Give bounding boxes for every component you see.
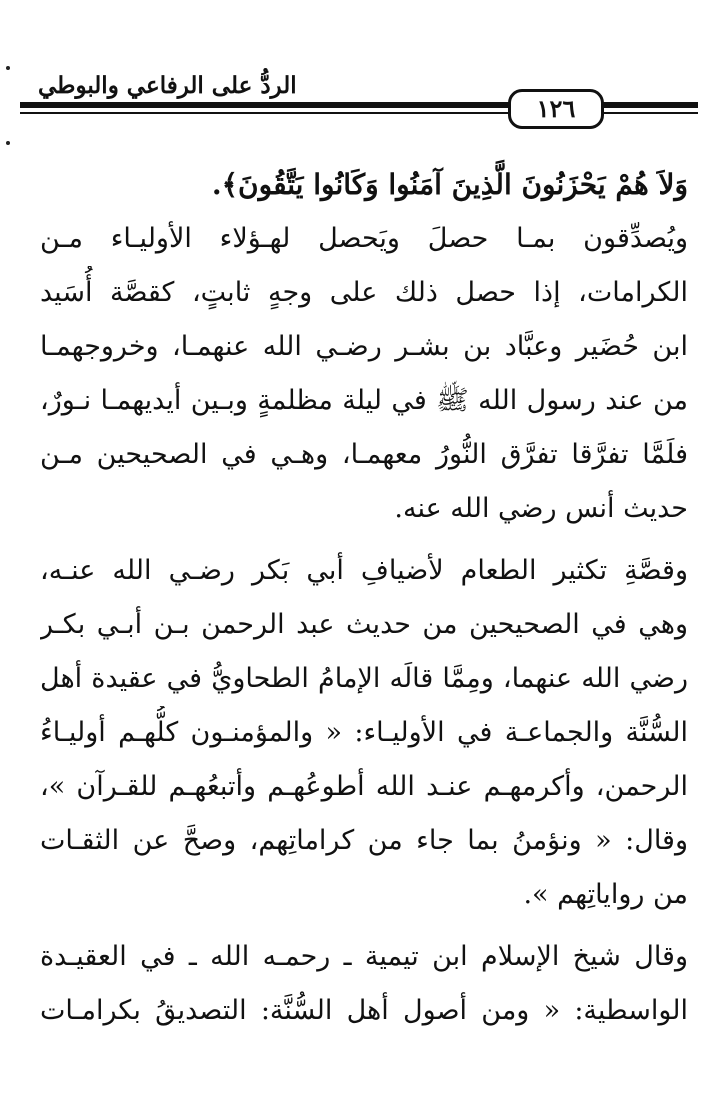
text-line-verse: وَلاَ هُمْ يَحْزَنُونَ الَّذِينَ آمَنُوا وَكَانُوا يَتَّقُونَ﴾. bbox=[211, 168, 688, 201]
page-number: ١٢٦ bbox=[508, 89, 604, 129]
paragraph-gap bbox=[40, 922, 688, 930]
text-line: السُّنَّة والجماعـة في الأوليـاء: « والمؤمنـون كلُّهـم أوليـاءُ bbox=[40, 717, 688, 748]
text-line: وهي في الصحيحين من حديث عبد الرحمن بـن أبـي بكـر bbox=[40, 609, 688, 640]
text-line-last: من رواياتِهم ». bbox=[523, 879, 688, 910]
paragraph-gap bbox=[40, 536, 688, 544]
text-line: فلَمَّا تفرَّقا تفرَّق النُّورُ معهمـا، وهـي في الصحيحين مـن bbox=[40, 439, 688, 470]
text-line: من عند رسول الله ﷺ في ليلة مظلمةٍ وبـين أيديهمـا نـورٌ، bbox=[40, 385, 688, 416]
margin-dot-bottom bbox=[6, 141, 10, 145]
text-line: الرحمن، وأكرمهـم عنـد الله أطوعُهـم وأتبعُهـم للقـرآن »، bbox=[40, 771, 688, 802]
main-text bbox=[40, 158, 688, 1038]
text-line: وقال شيخ الإسلام ابن تيمية ـ رحمـه الله ـ في العقيـدة bbox=[40, 941, 688, 972]
margin-dot-top bbox=[6, 66, 10, 70]
text-line: وقصَّةِ تكثير الطعام لأضيافِ أبي بَكر رضـي الله عنـه، bbox=[40, 555, 688, 586]
running-title: الردُّ على الرفاعي والبوطي bbox=[38, 72, 297, 99]
text-line: رضي الله عنهما، ومِمَّا قالَه الإمامُ الطحاويُّ في عقيدة أهل bbox=[40, 663, 688, 694]
text-line: ويُصدِّقون بمـا حصلَ ويَحصل لهـؤلاء الأوليـاء مـن bbox=[40, 223, 688, 254]
text-line: الكرامات، إذا حصل ذلك على وجهٍ ثابتٍ، كقصَّة أُسَيد bbox=[40, 277, 688, 308]
text-line: وقال: « ونؤمنُ بما جاء من كراماتِهم، وصحَّ عن الثقـات bbox=[40, 825, 688, 856]
text-line: ابن حُضَير وعبَّاد بن بشـر رضـي الله عنهمـا، وخروجهمـا bbox=[40, 331, 688, 362]
page-header bbox=[20, 68, 698, 140]
text-line: الواسطية: « ومن أصول أهل السُّنَّة: التصديقُ بكرامـات bbox=[40, 995, 688, 1026]
text-line-last: حديث أنس رضي الله عنه. bbox=[394, 493, 688, 524]
